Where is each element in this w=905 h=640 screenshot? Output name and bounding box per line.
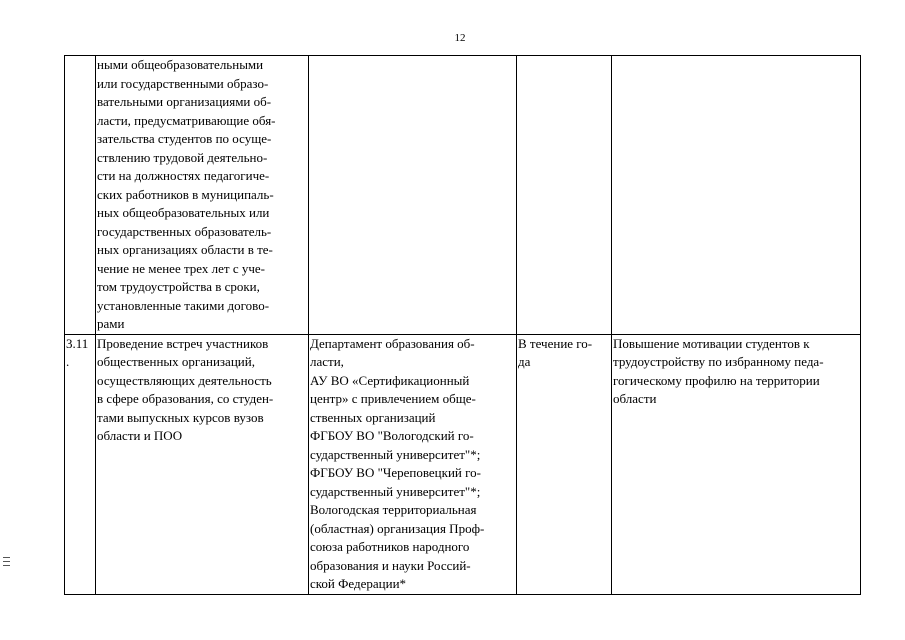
table-row-3-11: [65, 334, 861, 594]
term-cell: [517, 56, 612, 335]
item-number-text: 3.11 .: [66, 335, 89, 369]
executor-cell: [309, 56, 517, 335]
executor-cell: [309, 334, 517, 594]
activity-name-text: Проведение встреч участников общественных организаций, осуществляющих деятельность в сфере образования, со студен- тами выпускных курсов вузов области и ПОО: [97, 335, 274, 443]
result-cell: [612, 334, 861, 594]
term-text: В течение го- да: [518, 335, 593, 369]
margin-scan-mark: [3, 557, 10, 573]
plan-table: [64, 55, 861, 595]
table-row-continuation: [65, 56, 861, 335]
result-text: Повышение мотивации студентов к трудоустройству по избранному педа- гогическому профилю на территории области: [613, 335, 824, 406]
activity-name-text: ными общеобразовательными или государственными образо- вательными организациями об- ласти, предусматривающие обя- зательства студентов по осуще- ствлению трудовой деятельно- сти на должностях педагогиче- ских работников в муниципаль- ных общеобразовательных или государственных образователь- ных организациях области в те- чение не менее трех лет с уче- том трудоустройства в сроки, установленные такими догово- рами: [97, 57, 276, 331]
page-number: 12: [454, 32, 466, 44]
item-number-cell: [65, 334, 96, 594]
activity-name-cell: [96, 334, 309, 594]
executor-text: Департамент образования об- ласти, АУ ВО «Сертификационный центр» с привлечением обще- ственных организаций ФГБОУ ВО "Вологодский го- сударственный университет"*; ФГБОУ ВО "Череповецкий го- сударственный университет"*; Вологодская территориальная (областная) организация Проф- союза работников народного образования и науки Россий- ской Федерации*: [310, 335, 485, 591]
term-cell: [517, 334, 612, 594]
activity-name-cell: [96, 56, 309, 335]
result-cell: [612, 56, 861, 335]
item-number-cell: [65, 56, 96, 335]
